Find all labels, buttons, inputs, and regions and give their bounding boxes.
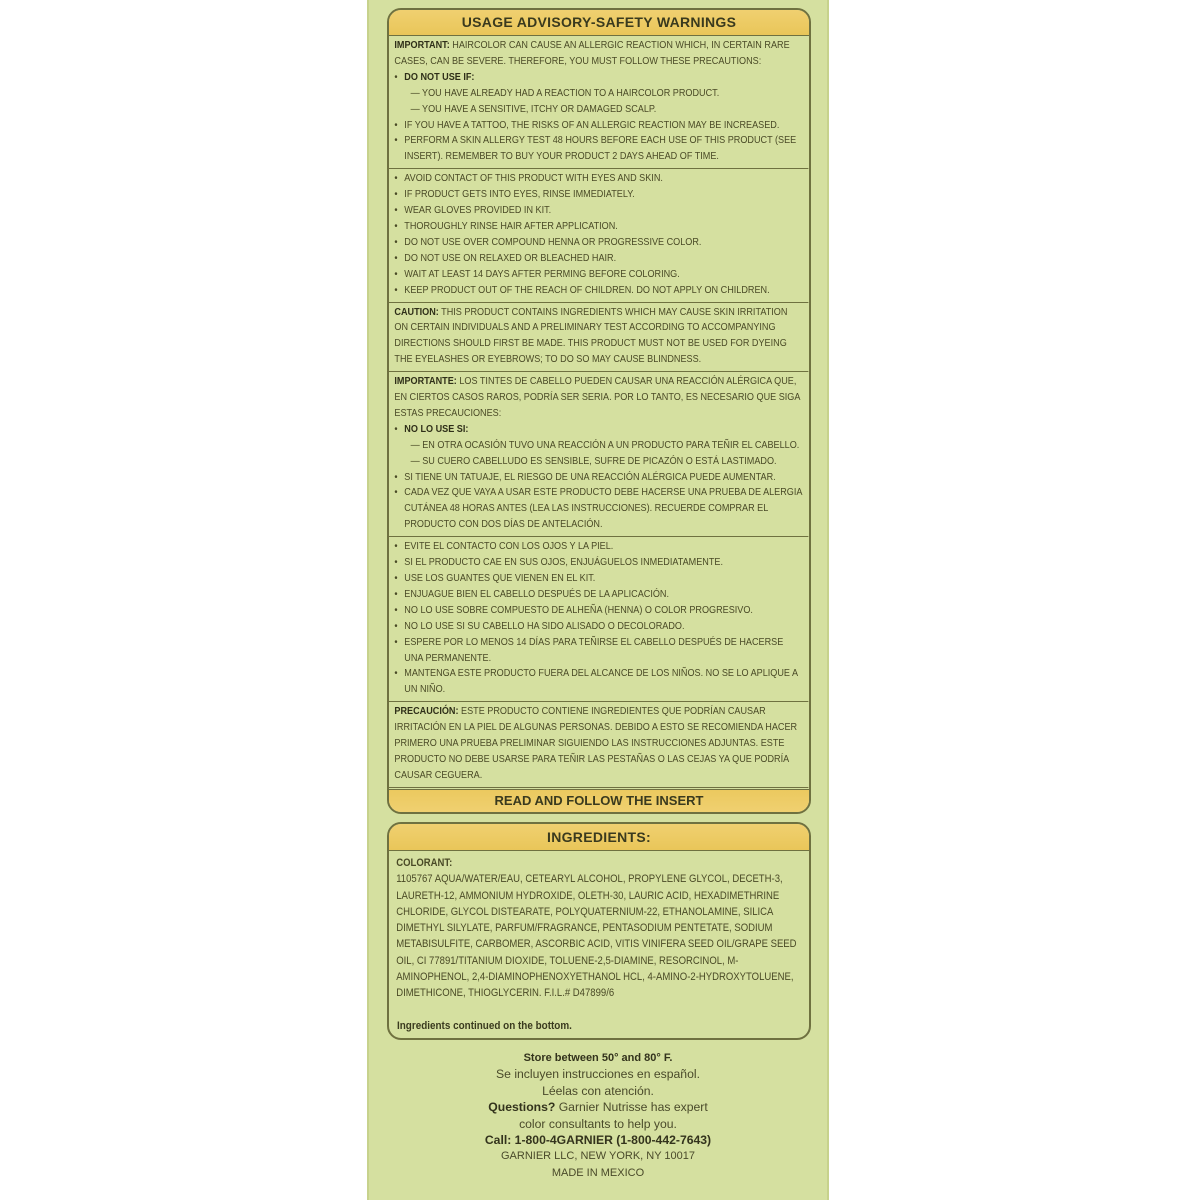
- questions-text: Garnier Nutrisse has expert: [558, 1100, 708, 1115]
- precaucion-section-es: [389, 702, 809, 788]
- sub-item: — YOU HAVE A SENSITIVE, ITCHY OR DAMAGED SCALP.: [410, 103, 657, 115]
- important-paragraph: [394, 38, 803, 70]
- product-label-panel: [367, 0, 829, 1200]
- warnings-title: USAGE ADVISORY-SAFETY WARNINGS: [389, 10, 809, 36]
- spanish-instructions-line2: Léelas con atención.: [542, 1083, 654, 1098]
- list-item: • SI EL PRODUCTO CAE EN SUS OJOS, ENJUÁGUELOS INMEDIATAMENTE.: [394, 557, 723, 569]
- colorant-text: 1105767 AQUA/WATER/EAU, CETEARYL ALCOHOL, PROPYLENE GLYCOL, DECETH-3, LAURETH-12, AMMONIUM HYDROXIDE, OLETH-30, LAURIC ACID, HEXADIMETHRINE CHLORIDE, GLYCOL DISTEARATE, POLYQUATERNIUM-22, ETHANOLAMINE, SILICA DIMETHYL SILYLATE, PARFUM/FRAGRANCE, PENTASODIUM PENTETATE, SODIUM METABISULFITE, CARBOMER, ASCORBIC ACID, VITIS VINIFERA SEED OIL/GRAPE SEED OIL, CI 77891/TITANIUM DIOXIDE, TOLUENE-2,5-DIAMINE, RESORCINOL, M-AMINOPHENOL, 2,4-DIAMINOPHENOXYETHANOL HCL, 4-AMINO-2-HYDROXYTOLUENE, DIMETHICONE, THIOGLYCERIN. F.I.L.# D47899/6: [396, 873, 797, 1000]
- read-insert-footer: READ AND FOLLOW THE INSERT: [389, 789, 809, 812]
- do-not-use-label: DO NOT USE IF:: [404, 71, 475, 83]
- list-item: • USE LOS GUANTES QUE VIENEN EN EL KIT.: [394, 573, 596, 584]
- precaucion-label: PRECAUCIÓN:: [394, 706, 459, 718]
- list-item: • SI TIENE UN TATUAJE, EL RIESGO DE UNA REACCIÓN ALÉRGICA PUEDE AUMENTAR.: [394, 471, 776, 483]
- list-item: • DO NOT USE ON RELAXED OR BLEACHED HAIR.: [394, 252, 617, 264]
- list-item: • WAIT AT LEAST 14 DAYS AFTER PERMING BEFORE COLORING.: [394, 268, 680, 280]
- importante-paragraph: [394, 374, 803, 422]
- precaucion-text: ESTE PRODUCTO CONTIENE INGREDIENTES QUE PODRÍAN CAUSAR IRRITACIÓN EN LA PIEL DE ALGUNAS PERSONAS. DEBIDO A ESTO SE RECOMIENDA HACER PRIMERO UNA PRUEBA PRELIMINAR SIGUIENDO LAS INSTRUCCIONES ADJUNTAS. ESTE PRODUCTO NO DEBE USARSE PARA TEÑIR LAS PESTAÑAS O LAS CEJAS YA QUE PODRÍA CAUSAR CEGUERA.: [394, 706, 798, 781]
- important-section-es: [389, 372, 809, 537]
- ingredients-body: [389, 851, 809, 1006]
- list-item: • ESPERE POR LO MENOS 14 DÍAS PARA TEÑIRSE EL CABELLO DESPUÉS DE HACERSE UNA PERMANENTE.: [394, 636, 784, 664]
- company-address: GARNIER LLC, NEW YORK, NY 10017: [501, 1150, 695, 1163]
- list-item: • CADA VEZ QUE VAYA A USAR ESTE PRODUCTO DEBE HACERSE UNA PRUEBA DE ALERGIA CUTÁNEA 48 HORAS ANTES (LEA LAS INSTRUCCIONES). RECUERDE COMPRAR EL PRODUCTO CON DOS DÍAS DE ANTELACIÓN.: [394, 487, 802, 531]
- no-lo-use-label: NO LO USE SI:: [404, 423, 469, 435]
- sub-item: — EN OTRA OCASIÓN TUVO UNA REACCIÓN A UN PRODUCTO PARA TEÑIR EL CABELLO.: [410, 439, 800, 451]
- caution-label: CAUTION:: [394, 306, 439, 318]
- list-item: • WEAR GLOVES PROVIDED IN KIT.: [394, 205, 552, 217]
- questions-label: Questions?: [488, 1100, 556, 1115]
- spanish-instructions-line1: Se incluyen instrucciones en español.: [496, 1067, 700, 1082]
- list-item: • EVITE EL CONTACTO CON LOS OJOS Y LA PIEL.: [394, 541, 614, 553]
- importante-text: LOS TINTES DE CABELLO PUEDEN CAUSAR UNA REACCIÓN ALÉRGICA QUE, EN CIERTOS CASOS RAROS, PODRÍA SER SERIA. POR LO TANTO, ES NECESARIO QUE SIGA ESTAS PRECAUCIONES:: [394, 376, 800, 419]
- list-item: • MANTENGA ESTE PRODUCTO FUERA DEL ALCANCE DE LOS NIÑOS. NO SE LO APLIQUE A UN NIÑO.: [394, 668, 798, 696]
- caution-section-en: [389, 303, 809, 373]
- list-item: • ENJUAGUE BIEN EL CABELLO DESPUÉS DE LA APLICACIÓN.: [394, 588, 670, 600]
- ingredients-title: INGREDIENTS:: [389, 824, 809, 851]
- list-item: • NO LO USE SI SU CABELLO HA SIDO ALISADO O DECOLORADO.: [394, 620, 685, 632]
- warnings-box: [387, 8, 811, 814]
- list-item: • IF PRODUCT GETS INTO EYES, RINSE IMMEDIATELY.: [394, 189, 635, 201]
- list-item: • THOROUGHLY RINSE HAIR AFTER APPLICATION.: [394, 220, 618, 232]
- list-item: • DO NOT USE OVER COMPOUND HENNA OR PROGRESSIVE COLOR.: [394, 236, 702, 248]
- made-in-text: MADE IN MEXICO: [551, 1166, 645, 1179]
- list-item: • AVOID CONTACT OF THIS PRODUCT WITH EYES AND SKIN.: [394, 173, 663, 185]
- phone-number: Call: 1-800-4GARNIER (1-800-442-7643): [484, 1133, 712, 1148]
- important-text: HAIRCOLOR CAN CAUSE AN ALLERGIC REACTION WHICH, IN CERTAIN RARE CASES, CAN BE SEVERE. THEREFORE, YOU MUST FOLLOW THESE PRECAUTIONS:: [394, 40, 790, 67]
- important-label: IMPORTANT:: [394, 40, 450, 51]
- list-item: • DO NOT USE IF:: [394, 71, 475, 83]
- questions-line: [369, 1099, 827, 1115]
- bottom-info: [369, 1050, 827, 1181]
- importante-label: IMPORTANTE:: [394, 376, 457, 388]
- sub-item: — YOU HAVE ALREADY HAD A REACTION TO A HAIRCOLOR PRODUCT.: [410, 87, 720, 99]
- ingredients-note: Ingredients continued on the bottom.: [397, 1020, 572, 1032]
- precautions-list-en: [389, 169, 809, 302]
- questions-line-2: color consultants to help you.: [519, 1116, 677, 1131]
- colorant-label: COLORANT:: [396, 857, 453, 869]
- list-item: • KEEP PRODUCT OUT OF THE REACH OF CHILDREN. DO NOT APPLY ON CHILDREN.: [394, 284, 770, 296]
- sub-item: — SU CUERO CABELLUDO ES SENSIBLE, SUFRE DE PICAZÓN O ESTÁ LASTIMADO.: [410, 455, 777, 467]
- list-item: • PERFORM A SKIN ALLERGY TEST 48 HOURS BEFORE EACH USE OF THIS PRODUCT (SEE INSERT). REMEMBER TO BUY YOUR PRODUCT 2 DAYS AHEAD OF TIME.: [394, 135, 797, 163]
- ingredients-box: [387, 822, 811, 1040]
- important-section-en: [389, 36, 809, 169]
- list-item: • IF YOU HAVE A TATTOO, THE RISKS OF AN ALLERGIC REACTION MAY BE INCREASED.: [394, 119, 780, 131]
- list-item: • NO LO USE SI:: [394, 423, 469, 435]
- storage-text: Store between 50° and 80° F.: [523, 1052, 673, 1064]
- precautions-list-es: [389, 537, 809, 702]
- list-item: • NO LO USE SOBRE COMPUESTO DE ALHEÑA (HENNA) O COLOR PROGRESIVO.: [394, 604, 753, 616]
- caution-text: THIS PRODUCT CONTAINS INGREDIENTS WHICH MAY CAUSE SKIN IRRITATION ON CERTAIN INDIVIDUALS AND A PRELIMINARY TEST ACCORDING TO ACCOMPANYING DIRECTIONS SHOULD FIRST BE MADE. THIS PRODUCT MUST NOT BE USED FOR DYEING THE EYELASHES OR EYEBROWS; TO DO SO MAY CAUSE BLINDNESS.: [394, 306, 788, 366]
